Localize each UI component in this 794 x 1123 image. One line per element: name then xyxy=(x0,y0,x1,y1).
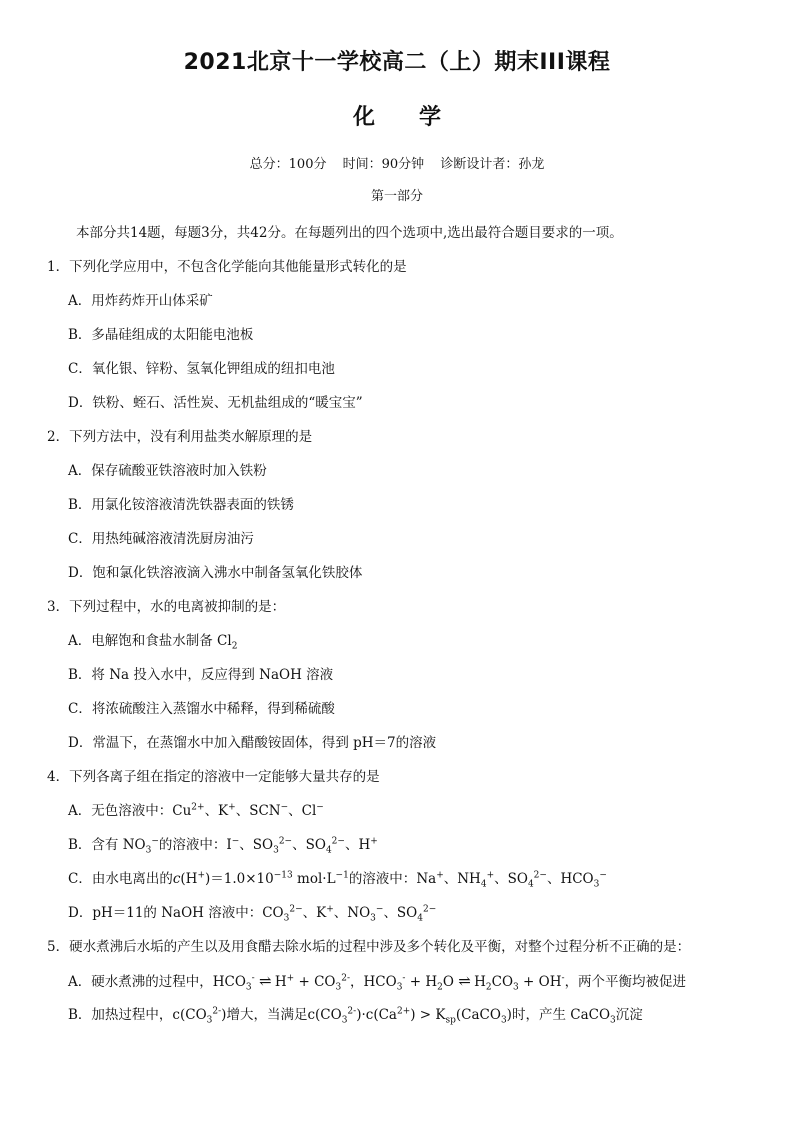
question-4-option-a: A．无色溶液中：$Cu^{2+}$、K+、SCN−、Cl− xyxy=(68,802,324,819)
question-4-stem: 4．下列各离子组在指定的溶液中一定能够大量共存的是 xyxy=(47,769,380,785)
question-3-stem: 3．下列过程中，水的电离被抑制的是： xyxy=(47,599,286,615)
question-5-stem: 5．硬水煮沸后水垢的产生以及用食醋去除水垢的过程中涉及多个转化及平衡，对整个过程分析不正确的是： xyxy=(47,939,691,955)
question-4-option-c: C．由水电离出的$c(H^+)=1.0\times 10^{-13}$ $mol\cdot L^{-1}$的溶液中：Na+、$NH_4^+$、$SO_4^{2-}$、$HCO_3^-$ xyxy=(68,870,607,890)
question-1-option-d: D．铁粉、蛭石、活性炭、无机盐组成的“暖宝宝” xyxy=(68,395,363,411)
question-1-stem: 1．下列化学应用中，不包含化学能向其他能量形式转化的是 xyxy=(47,259,407,275)
exam-meta xyxy=(0,156,794,174)
section-heading: 第一部分 xyxy=(370,189,423,204)
question-1-option-b: B．多晶硅组成的太阳能电池板 xyxy=(68,327,254,343)
question-5-option-a: A．硬水煮沸的过程中，$HCO_3^-$ ⇌ $H^+ + CO_3^{2-}$，$HCO_3^- + H_2O$ ⇌ $H_2CO_3 + OH^-$，两个平衡均被促进 xyxy=(68,972,687,993)
question-3-option-a: A．电解饱和食盐水制备 $Cl_2$ xyxy=(68,633,238,652)
question-1-option-a: A．用炸药炸开山体采矿 xyxy=(68,293,213,309)
question-4-option-b: B．含有 $NO_3^-$的溶液中：I−、$SO_3^{2-}$、$SO_4^{2-}$、H+ xyxy=(68,836,378,856)
question-5-option-b: B．加热过程中，$c(CO_3^{2-})$增大，当满足$c(CO_3^{2-})\cdot c(Ca^{2+})$ > $K_{sp}(CaCO_3)$时，产生 CaCO$_3$沉淀 xyxy=(68,1006,643,1026)
question-2-option-c: C．用热纯碱溶液清洗厨房油污 xyxy=(68,531,254,547)
question-2-option-d: D．饱和氯化铁溶液滴入沸水中制备氢氧化铁胶体 xyxy=(68,565,363,581)
question-2-option-b: B．用氯化铵溶液清洗铁器表面的铁锈 xyxy=(68,497,294,513)
total-score: 总分：100分 xyxy=(249,157,327,172)
exam-title: 2021北京十一学校高二（上）期末III课程 xyxy=(183,50,611,75)
designer: 诊断设计者：孙龙 xyxy=(440,157,545,172)
exam-time: 时间：90分钟 xyxy=(342,157,425,172)
question-3-option-b: B．将 Na 投入水中，反应得到 NaOH 溶液 xyxy=(68,667,334,683)
question-2-stem: 2．下列方法中，没有利用盐类水解原理的是 xyxy=(47,429,313,445)
question-3-option-d: D．常温下，在蒸馏水中加入醋酸铵固体，得到 pH＝7的溶液 xyxy=(68,735,437,751)
question-1-option-c: C．氧化银、锌粉、氢氧化钾组成的纽扣电池 xyxy=(68,361,335,377)
subject-title: 化 学 xyxy=(352,105,442,130)
question-4-option-d: D．pH＝11的 NaOH 溶液中：$CO_3^{2-}$、K+、$NO_3^-$、$SO_4^{2-}$ xyxy=(68,904,437,924)
instructions: 本部分共14题，每题3分，共42分。在每题列出的四个选项中,选出最符合题目要求的一项。 xyxy=(76,225,623,241)
question-2-option-a: A．保存硫酸亚铁溶液时加入铁粉 xyxy=(68,463,267,479)
question-3-option-c: C．将浓硫酸注入蒸馏水中稀释，得到稀硫酸 xyxy=(68,701,335,717)
